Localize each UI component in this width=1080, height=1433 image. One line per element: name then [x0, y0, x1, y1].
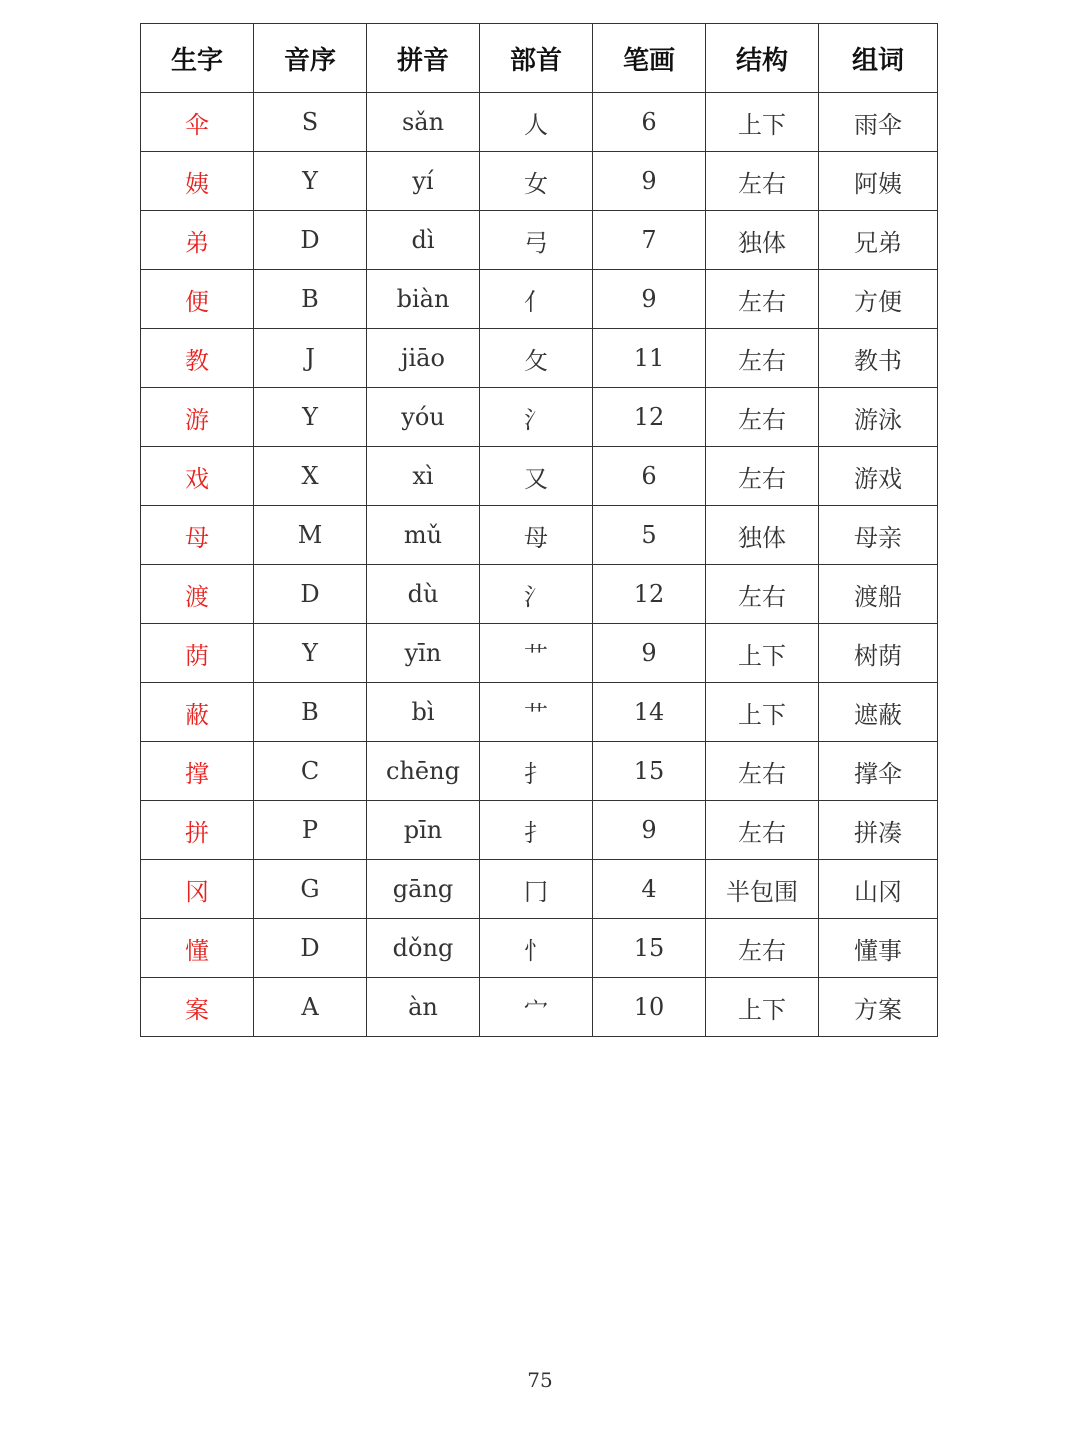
cell-character: 弟: [141, 211, 254, 270]
cell-radical: 宀: [480, 978, 593, 1037]
cell-strokes: 6: [593, 447, 706, 506]
cell-structure: 独体: [706, 211, 819, 270]
cell-structure: 上下: [706, 93, 819, 152]
table-row: [141, 211, 938, 270]
cell-radical: 忄: [480, 919, 593, 978]
cell-structure: 上下: [706, 978, 819, 1037]
cell-strokes: 14: [593, 683, 706, 742]
cell-character: 撑: [141, 742, 254, 801]
cell-strokes: 4: [593, 860, 706, 919]
table-row: [141, 388, 938, 447]
cell-structure: 左右: [706, 152, 819, 211]
cell-radical: 冂: [480, 860, 593, 919]
cell-structure: 左右: [706, 270, 819, 329]
cell-strokes: 9: [593, 152, 706, 211]
cell-words: 方案: [819, 978, 938, 1037]
table-row: [141, 565, 938, 624]
cell-strokes: 15: [593, 742, 706, 801]
cell-character: 冈: [141, 860, 254, 919]
table-row: [141, 860, 938, 919]
cell-initial: J: [254, 329, 367, 388]
table-row: [141, 978, 938, 1037]
table-row: [141, 270, 938, 329]
cell-radical: 氵: [480, 388, 593, 447]
cell-initial: Y: [254, 624, 367, 683]
cell-structure: 左右: [706, 329, 819, 388]
cell-strokes: 11: [593, 329, 706, 388]
cell-radical: 扌: [480, 742, 593, 801]
cell-strokes: 15: [593, 919, 706, 978]
page-number: 75: [527, 1368, 553, 1392]
cell-pinyin: dǒng: [367, 919, 480, 978]
cell-radical: 亻: [480, 270, 593, 329]
cell-initial: S: [254, 93, 367, 152]
cell-strokes: 9: [593, 801, 706, 860]
header-initial: 音序: [254, 24, 367, 93]
cell-strokes: 5: [593, 506, 706, 565]
cell-character: 伞: [141, 93, 254, 152]
cell-strokes: 6: [593, 93, 706, 152]
cell-initial: Y: [254, 152, 367, 211]
cell-structure: 左右: [706, 388, 819, 447]
cell-character: 案: [141, 978, 254, 1037]
cell-initial: P: [254, 801, 367, 860]
header-words: 组词: [819, 24, 938, 93]
table-body: [141, 93, 938, 1037]
cell-initial: Y: [254, 388, 367, 447]
cell-character: 渡: [141, 565, 254, 624]
cell-structure: 半包围: [706, 860, 819, 919]
cell-pinyin: yí: [367, 152, 480, 211]
cell-pinyin: yóu: [367, 388, 480, 447]
cell-words: 雨伞: [819, 93, 938, 152]
cell-character: 游: [141, 388, 254, 447]
cell-initial: G: [254, 860, 367, 919]
cell-strokes: 12: [593, 388, 706, 447]
cell-pinyin: dù: [367, 565, 480, 624]
cell-pinyin: dì: [367, 211, 480, 270]
table-row: [141, 919, 938, 978]
cell-words: 拼凑: [819, 801, 938, 860]
cell-pinyin: yīn: [367, 624, 480, 683]
cell-words: 兄弟: [819, 211, 938, 270]
cell-structure: 上下: [706, 624, 819, 683]
cell-radical: 人: [480, 93, 593, 152]
cell-initial: B: [254, 270, 367, 329]
cell-structure: 左右: [706, 447, 819, 506]
cell-strokes: 9: [593, 270, 706, 329]
cell-character: 姨: [141, 152, 254, 211]
cell-pinyin: jiāo: [367, 329, 480, 388]
cell-pinyin: chēng: [367, 742, 480, 801]
table-row: [141, 742, 938, 801]
table-row: [141, 329, 938, 388]
cell-words: 方便: [819, 270, 938, 329]
cell-initial: A: [254, 978, 367, 1037]
character-table: [140, 23, 938, 1037]
cell-radical: 弓: [480, 211, 593, 270]
cell-words: 游泳: [819, 388, 938, 447]
table-row: [141, 624, 938, 683]
cell-character: 拼: [141, 801, 254, 860]
cell-initial: C: [254, 742, 367, 801]
cell-character: 戏: [141, 447, 254, 506]
cell-radical: 女: [480, 152, 593, 211]
cell-radical: 艹: [480, 683, 593, 742]
cell-words: 山冈: [819, 860, 938, 919]
cell-radical: 氵: [480, 565, 593, 624]
cell-words: 树荫: [819, 624, 938, 683]
table-row: [141, 683, 938, 742]
header-pinyin: 拼音: [367, 24, 480, 93]
cell-words: 母亲: [819, 506, 938, 565]
cell-structure: 上下: [706, 683, 819, 742]
cell-character: 便: [141, 270, 254, 329]
cell-structure: 独体: [706, 506, 819, 565]
cell-structure: 左右: [706, 742, 819, 801]
cell-strokes: 12: [593, 565, 706, 624]
cell-pinyin: pīn: [367, 801, 480, 860]
cell-structure: 左右: [706, 565, 819, 624]
table-row: [141, 152, 938, 211]
cell-pinyin: sǎn: [367, 93, 480, 152]
header-structure: 结构: [706, 24, 819, 93]
cell-words: 懂事: [819, 919, 938, 978]
cell-character: 母: [141, 506, 254, 565]
cell-radical: 母: [480, 506, 593, 565]
cell-pinyin: xì: [367, 447, 480, 506]
table-header-row: [141, 24, 938, 93]
cell-structure: 左右: [706, 801, 819, 860]
cell-words: 教书: [819, 329, 938, 388]
header-character: 生字: [141, 24, 254, 93]
cell-pinyin: gāng: [367, 860, 480, 919]
cell-character: 荫: [141, 624, 254, 683]
cell-words: 游戏: [819, 447, 938, 506]
cell-pinyin: biàn: [367, 270, 480, 329]
cell-radical: 艹: [480, 624, 593, 683]
header-strokes: 笔画: [593, 24, 706, 93]
cell-pinyin: àn: [367, 978, 480, 1037]
cell-radical: 又: [480, 447, 593, 506]
cell-initial: D: [254, 565, 367, 624]
cell-strokes: 10: [593, 978, 706, 1037]
cell-radical: 攵: [480, 329, 593, 388]
cell-character: 懂: [141, 919, 254, 978]
table-row: [141, 801, 938, 860]
cell-words: 阿姨: [819, 152, 938, 211]
cell-initial: X: [254, 447, 367, 506]
cell-strokes: 9: [593, 624, 706, 683]
cell-strokes: 7: [593, 211, 706, 270]
cell-initial: D: [254, 919, 367, 978]
cell-radical: 扌: [480, 801, 593, 860]
header-radical: 部首: [480, 24, 593, 93]
cell-character: 教: [141, 329, 254, 388]
cell-pinyin: bì: [367, 683, 480, 742]
cell-pinyin: mǔ: [367, 506, 480, 565]
cell-initial: B: [254, 683, 367, 742]
cell-words: 渡船: [819, 565, 938, 624]
cell-initial: M: [254, 506, 367, 565]
table-row: [141, 447, 938, 506]
cell-initial: D: [254, 211, 367, 270]
cell-words: 撑伞: [819, 742, 938, 801]
cell-character: 蔽: [141, 683, 254, 742]
table-row: [141, 506, 938, 565]
table-row: [141, 93, 938, 152]
cell-structure: 左右: [706, 919, 819, 978]
cell-words: 遮蔽: [819, 683, 938, 742]
